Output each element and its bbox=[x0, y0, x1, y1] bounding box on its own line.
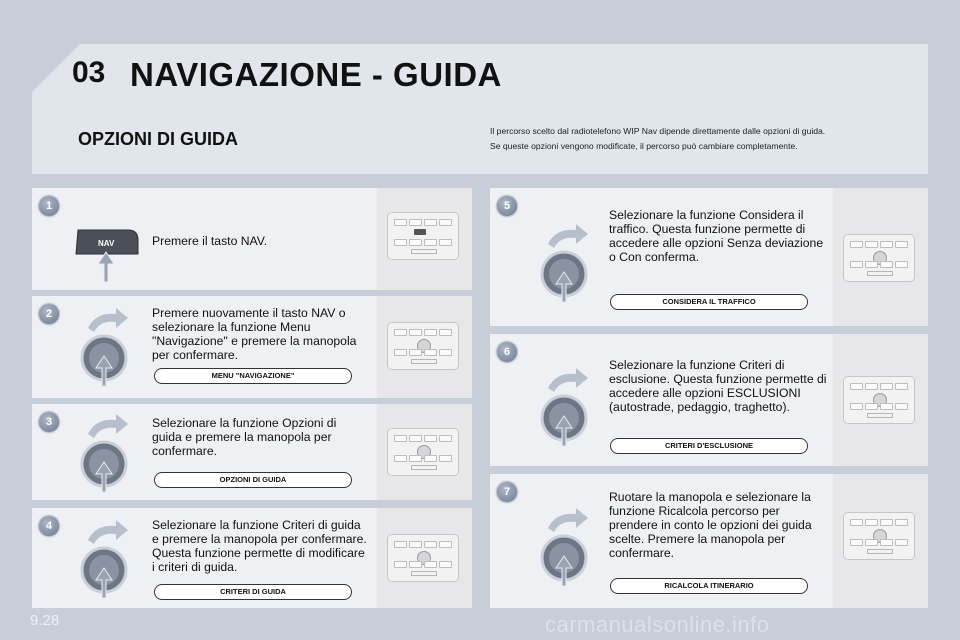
step-number-badge: 6 bbox=[497, 342, 517, 362]
rotary-knob-icon bbox=[534, 362, 604, 448]
page-number: 9.28 bbox=[30, 612, 60, 629]
step-text: Selezionare la funzione Criteri di esclusione. Questa funzione permette di accedere alle opzioni ESCLUSIONI (autostrade, pedaggio, traghetto). bbox=[609, 358, 827, 414]
intro-line-1: Il percorso scelto dal radiotelefono WIP Nav dipende direttamente dalle opzioni di guida. bbox=[490, 126, 826, 136]
radio-unit-icon bbox=[843, 376, 915, 424]
step-1 bbox=[32, 188, 472, 290]
step-text: Selezionare la funzione Criteri di guida e premere la manopola per confermare. Questa funzione permette di modificare i criteri di guida. bbox=[152, 518, 367, 574]
step-text: Selezionare la funzione Opzioni di guida e premere la manopola per confermare. bbox=[152, 416, 337, 458]
step-number-badge: 4 bbox=[39, 516, 59, 536]
nav-key-label: NAV bbox=[98, 239, 115, 248]
intro-line-2: Se queste opzioni vengono modificate, il percorso può cambiare completamente. bbox=[490, 141, 798, 151]
step-6 bbox=[490, 334, 928, 466]
step-text: Premere nuovamente il tasto NAV o selezionare la funzione Menu "Navigazione" e premere la manopola per confermare. bbox=[152, 306, 357, 362]
page-title: NAVIGAZIONE - GUIDA bbox=[130, 56, 502, 93]
radio-panel bbox=[377, 404, 472, 500]
menu-label: CRITERI D'ESCLUSIONE bbox=[610, 438, 808, 454]
intro-text bbox=[490, 124, 910, 154]
chapter-number: 03 bbox=[72, 56, 106, 89]
radio-unit-icon bbox=[387, 534, 459, 582]
step-number-badge: 5 bbox=[497, 196, 517, 216]
step-4 bbox=[32, 508, 472, 608]
rotary-knob-icon bbox=[74, 514, 144, 600]
step-5 bbox=[490, 188, 928, 326]
radio-unit-icon bbox=[387, 428, 459, 476]
step-text: Ruotare la manopola e selezionare la funzione Ricalcola percorso per prendere in conto le opzioni dei guida scelte. Premere la manopola per confermare. bbox=[609, 490, 812, 560]
radio-unit-icon bbox=[387, 322, 459, 370]
menu-label: CONSIDERA IL TRAFFICO bbox=[610, 294, 808, 310]
radio-panel bbox=[377, 508, 472, 608]
radio-panel bbox=[833, 334, 928, 466]
rotary-knob-icon bbox=[534, 218, 604, 304]
rotary-knob-icon bbox=[74, 408, 144, 494]
step-3 bbox=[32, 404, 472, 500]
section-subtitle: OPZIONI DI GUIDA bbox=[78, 129, 239, 149]
step-number-badge: 7 bbox=[497, 482, 517, 502]
radio-panel bbox=[377, 296, 472, 398]
radio-unit-icon bbox=[387, 212, 459, 260]
menu-label: CRITERI DI GUIDA bbox=[154, 584, 352, 600]
menu-label: MENU "NAVIGAZIONE" bbox=[154, 368, 352, 384]
nav-key-highlight bbox=[414, 229, 426, 235]
menu-label: OPZIONI DI GUIDA bbox=[154, 472, 352, 488]
radio-panel bbox=[833, 188, 928, 326]
nav-key-icon bbox=[72, 224, 144, 284]
step-number-badge: 3 bbox=[39, 412, 59, 432]
menu-label: RICALCOLA ITINERARIO bbox=[610, 578, 808, 594]
radio-panel bbox=[377, 188, 472, 290]
step-number-badge: 2 bbox=[39, 304, 59, 324]
step-7 bbox=[490, 474, 928, 608]
step-2 bbox=[32, 296, 472, 398]
radio-unit-icon bbox=[843, 512, 915, 560]
watermark: carmanualsonline.info bbox=[545, 612, 770, 637]
step-text: Premere il tasto NAV. bbox=[152, 234, 268, 248]
rotary-knob-icon bbox=[74, 302, 144, 388]
rotary-knob-icon bbox=[534, 502, 604, 588]
step-number-badge: 1 bbox=[39, 196, 59, 216]
step-text: Selezionare la funzione Considera il traffico. Questa funzione permette di accedere alle opzioni Senza deviazione o Con conferma. bbox=[609, 208, 824, 264]
radio-unit-icon bbox=[843, 234, 915, 282]
radio-panel bbox=[833, 474, 928, 608]
